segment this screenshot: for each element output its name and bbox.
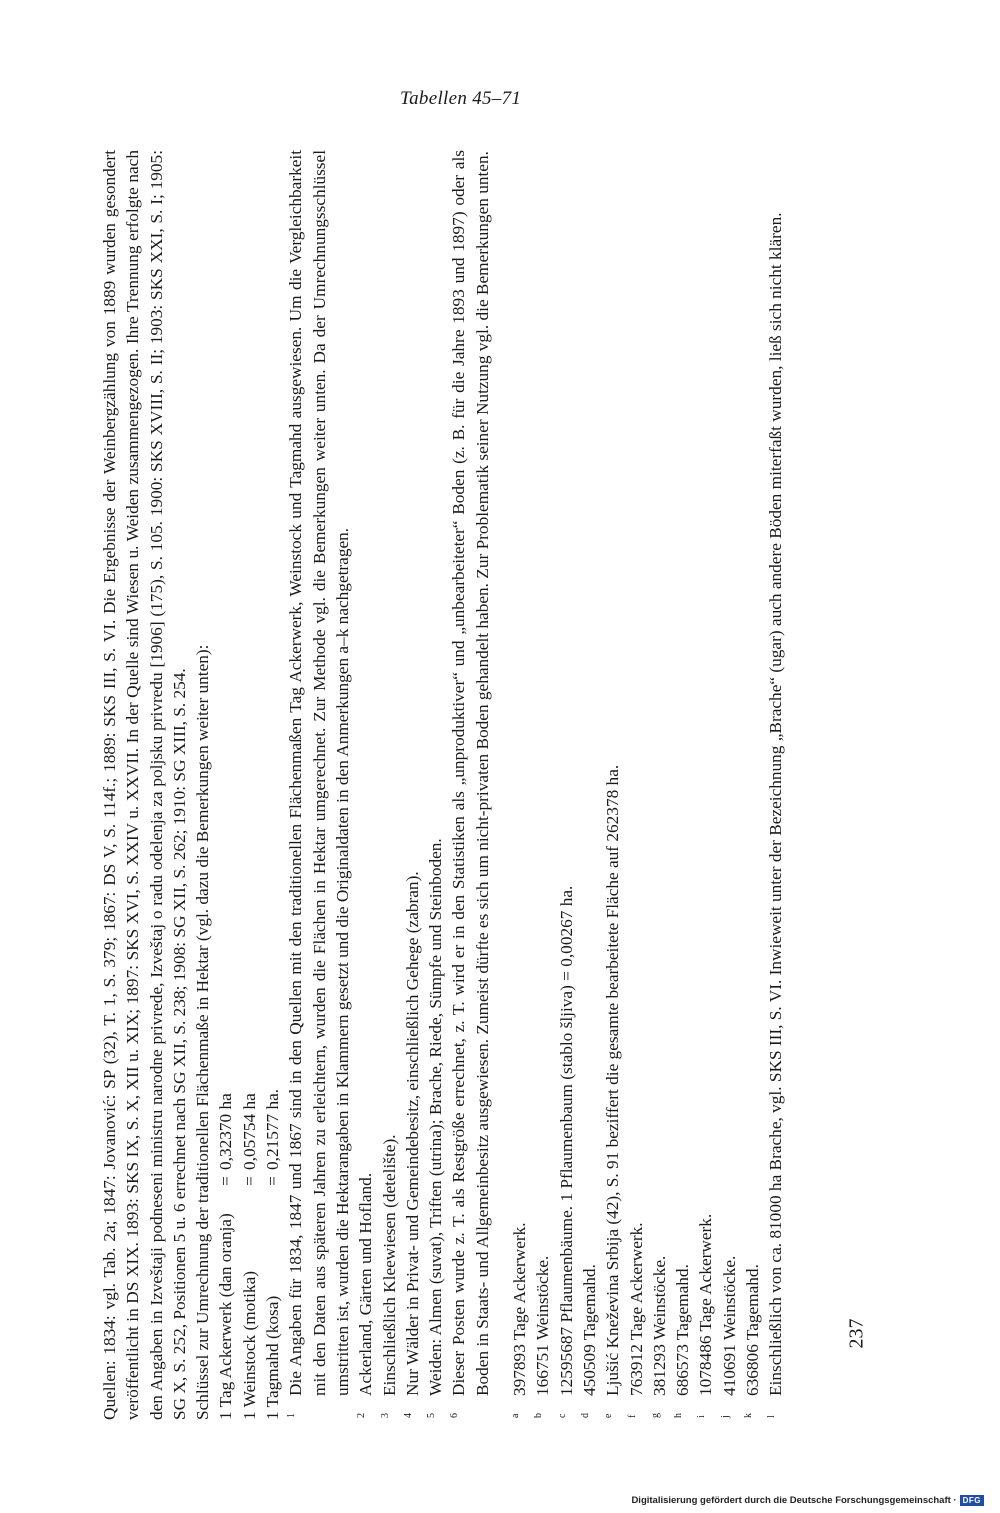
lettered-note-text: 381293 Weinstöcke. bbox=[649, 1255, 669, 1396]
conversion-key-row bbox=[238, 1089, 261, 1420]
lettered-note-marker: k bbox=[743, 1413, 755, 1418]
numbered-note-item bbox=[424, 150, 447, 1420]
conversion-key-intro: Schlüssel zur Umrechnung der traditionellen Flächenmaße in Hektar (vgl. dazu die Bemerkungen weiter unten): bbox=[193, 644, 213, 1420]
numbered-note-text: Nur Wälder in Privat- und Gemeindebesitz, einschließlich Gehege (zabran). bbox=[402, 871, 422, 1396]
conversion-key-row bbox=[261, 1089, 284, 1420]
lettered-notes bbox=[508, 150, 788, 1420]
conversion-equals: = bbox=[239, 1176, 259, 1186]
lettered-note-item bbox=[625, 150, 648, 1420]
lettered-note-item bbox=[601, 150, 624, 1420]
lettered-note-item bbox=[718, 150, 741, 1420]
conversion-equals: = bbox=[263, 1176, 283, 1186]
lettered-note-marker: j bbox=[719, 1415, 731, 1418]
lettered-note-marker: i bbox=[696, 1415, 708, 1418]
running-head: Tabellen 45–71 bbox=[400, 88, 522, 109]
lettered-note-text: 636806 Tagemahd. bbox=[743, 1264, 763, 1396]
numbered-note-item bbox=[354, 150, 377, 1420]
lettered-note-item bbox=[508, 150, 531, 1420]
lettered-note-text: 450509 Tagemahd. bbox=[579, 1264, 599, 1396]
numbered-note-marker: 2 bbox=[356, 1413, 368, 1418]
numbered-note-marker: 6 bbox=[449, 1413, 461, 1418]
lettered-note-marker: b bbox=[533, 1413, 545, 1418]
numbered-note-item bbox=[447, 150, 494, 1420]
conversion-unit: 1 Tagmahd (kosa) bbox=[263, 1295, 283, 1420]
footer-text: Digitalisierung gefördert durch die Deutsche Forschungsgemeinschaft · bbox=[631, 1495, 957, 1506]
lettered-note-text: 1078486 Tage Ackerwerk. bbox=[696, 1213, 716, 1396]
lettered-note-text: 410691 Weinstöcke. bbox=[719, 1255, 739, 1396]
lettered-note-item bbox=[671, 150, 694, 1420]
footer bbox=[631, 1495, 984, 1506]
numbered-note-marker: 1 bbox=[286, 1413, 298, 1418]
lettered-note-marker: d bbox=[579, 1413, 591, 1418]
conversion-unit: 1 Tag Ackerwerk (dan oranja) bbox=[216, 1213, 236, 1420]
numbered-note-text: Dieser Posten wurde z. T. als Restgröße errechnet, z. T. wird er in den Statistiken als „unproduktiver“ und „unbearbeiteter“ Boden (z. B. für die Jahre 1893 und 1897) oder als Boden in Staats- und Allgemeinbesitz ausgewiesen. Zumeist dürfte es sich um nicht-privaten Boden gehandelt haben. Zur Problematik seiner Nutzung vgl. die Bemerkungen unten. bbox=[449, 150, 492, 1396]
lettered-note-text: Ljušić Kneževina Srbija (42), S. 91 beziffert die gesamte bearbeitete Fläche auf 262378 ha. bbox=[603, 764, 623, 1396]
numbered-note-text: Die Angaben für 1834, 1847 und 1867 sind in den Quellen mit den traditionellen Flächenmaßen Tag Ackerwerk, Weinstock und Tagmahd ausgewiesen. Um die Vergleichbarkeit mit den Daten aus späteren Jahren zu erleichtern, wurden die Flächen in Hektar umgerechnet. Zur Methode vgl. die Bemerkungen weiter unten. Da der Umrechnungsschlüssel umstritten ist, wurden die Hektarangaben in Klammern gesetzt und die Originaldaten in den Anmerkungen a–k nachgetragen. bbox=[286, 150, 352, 1396]
lettered-note-marker: f bbox=[626, 1414, 638, 1418]
conversion-value: 0,05754 ha bbox=[239, 1093, 259, 1170]
conversion-key-row bbox=[214, 1089, 237, 1420]
lettered-note-marker: c bbox=[556, 1413, 568, 1418]
numbered-note-item bbox=[378, 150, 401, 1420]
lettered-note-text: Einschließlich von ca. 81000 ha Brache, vgl. SKS III, S. VI. Inwieweit unter der Bezeichnung „Brache“ (ugar) auch andere Böden miterfaßt wurden, ließ sich nicht klären. bbox=[766, 212, 786, 1396]
lettered-note-item bbox=[648, 150, 671, 1420]
numbered-note-marker: 5 bbox=[426, 1413, 438, 1418]
numbered-notes bbox=[284, 150, 494, 1420]
lettered-note-marker: e bbox=[603, 1413, 615, 1418]
dfg-logo: DFG bbox=[960, 1495, 984, 1506]
conversion-value: 0,32370 ha bbox=[216, 1093, 236, 1170]
conversion-key-table bbox=[214, 1089, 284, 1420]
numbered-note-marker: 4 bbox=[402, 1413, 414, 1418]
lettered-note-text: 397893 Tage Ackerwerk. bbox=[510, 1222, 530, 1396]
lettered-note-marker: g bbox=[649, 1413, 661, 1418]
lettered-note-marker: h bbox=[673, 1413, 685, 1418]
numbered-note-text: Ackerland, Gärten und Hofland. bbox=[356, 1172, 376, 1396]
lettered-note-text: 763912 Tage Ackerwerk. bbox=[626, 1222, 646, 1396]
conversion-value: 0,21577 ha. bbox=[263, 1088, 283, 1170]
conversion-equals: = bbox=[216, 1176, 236, 1186]
sources-paragraph: Quellen: 1834: vgl. Tab. 2a; 1847: Jovanović: SP (32), T. 1, S. 379; 1867: DS V, S. 114f.; 1889: SKS III, S. VI. Die Ergebnisse der Weinbergzählung von 1889 wurden gesondert veröffentlicht in DS XIX. 1893: SKS IX, S. X, XII u. XIX; 1897: SKS XVI, S. XXIV u. XXVII. In der Quelle sind Wiesen u. Weiden zusammengezogen. Ihre Trennung erfolgte nach den Angaben in Izveštaji podneseni ministru narodne privrede, Izveštaj o radu odelenja za poljsku privredu [1906] (175), S. 105. 1900: SKS XVIII, S. II; 1903: SKS XXI, S. I; 1905: SG X, S. 252, Positionen 5 u. 6 errechnet nach SG XII, S. 238; 1908: SG XII, S. 262; 1910: SG XIII, S. 254. bbox=[100, 150, 189, 1420]
conversion-unit: 1 Weinstock (motika) bbox=[239, 1271, 259, 1420]
lettered-note-text: 166751 Weinstöcke. bbox=[533, 1255, 553, 1396]
lettered-note-marker: a bbox=[510, 1413, 522, 1418]
lettered-note-text: 686573 Tagemahd. bbox=[673, 1264, 693, 1396]
rotated-content-block bbox=[98, 150, 888, 1420]
numbered-note-text: Weiden: Almen (suvat), Triften (utrina); Brache, Riede, Sümpfe und Steinboden. bbox=[426, 838, 446, 1396]
page-number: 237 bbox=[845, 1318, 868, 1349]
lettered-note-item bbox=[694, 150, 717, 1420]
lettered-note-text: 12595687 Pflaumenbäume. 1 Pflaumenbaum (stablo šljiva) = 0,00267 ha. bbox=[556, 885, 576, 1396]
lettered-note-item bbox=[764, 150, 787, 1420]
numbered-note-item bbox=[284, 150, 354, 1420]
numbered-note-text: Einschließlich Kleewiesen (detelište). bbox=[379, 1134, 399, 1396]
numbered-note-item bbox=[401, 150, 424, 1420]
numbered-note-marker: 3 bbox=[379, 1413, 391, 1418]
lettered-note-item bbox=[578, 150, 601, 1420]
lettered-note-item bbox=[741, 150, 764, 1420]
lettered-note-item bbox=[555, 150, 578, 1420]
lettered-note-marker: l bbox=[766, 1415, 778, 1418]
lettered-note-item bbox=[531, 150, 554, 1420]
